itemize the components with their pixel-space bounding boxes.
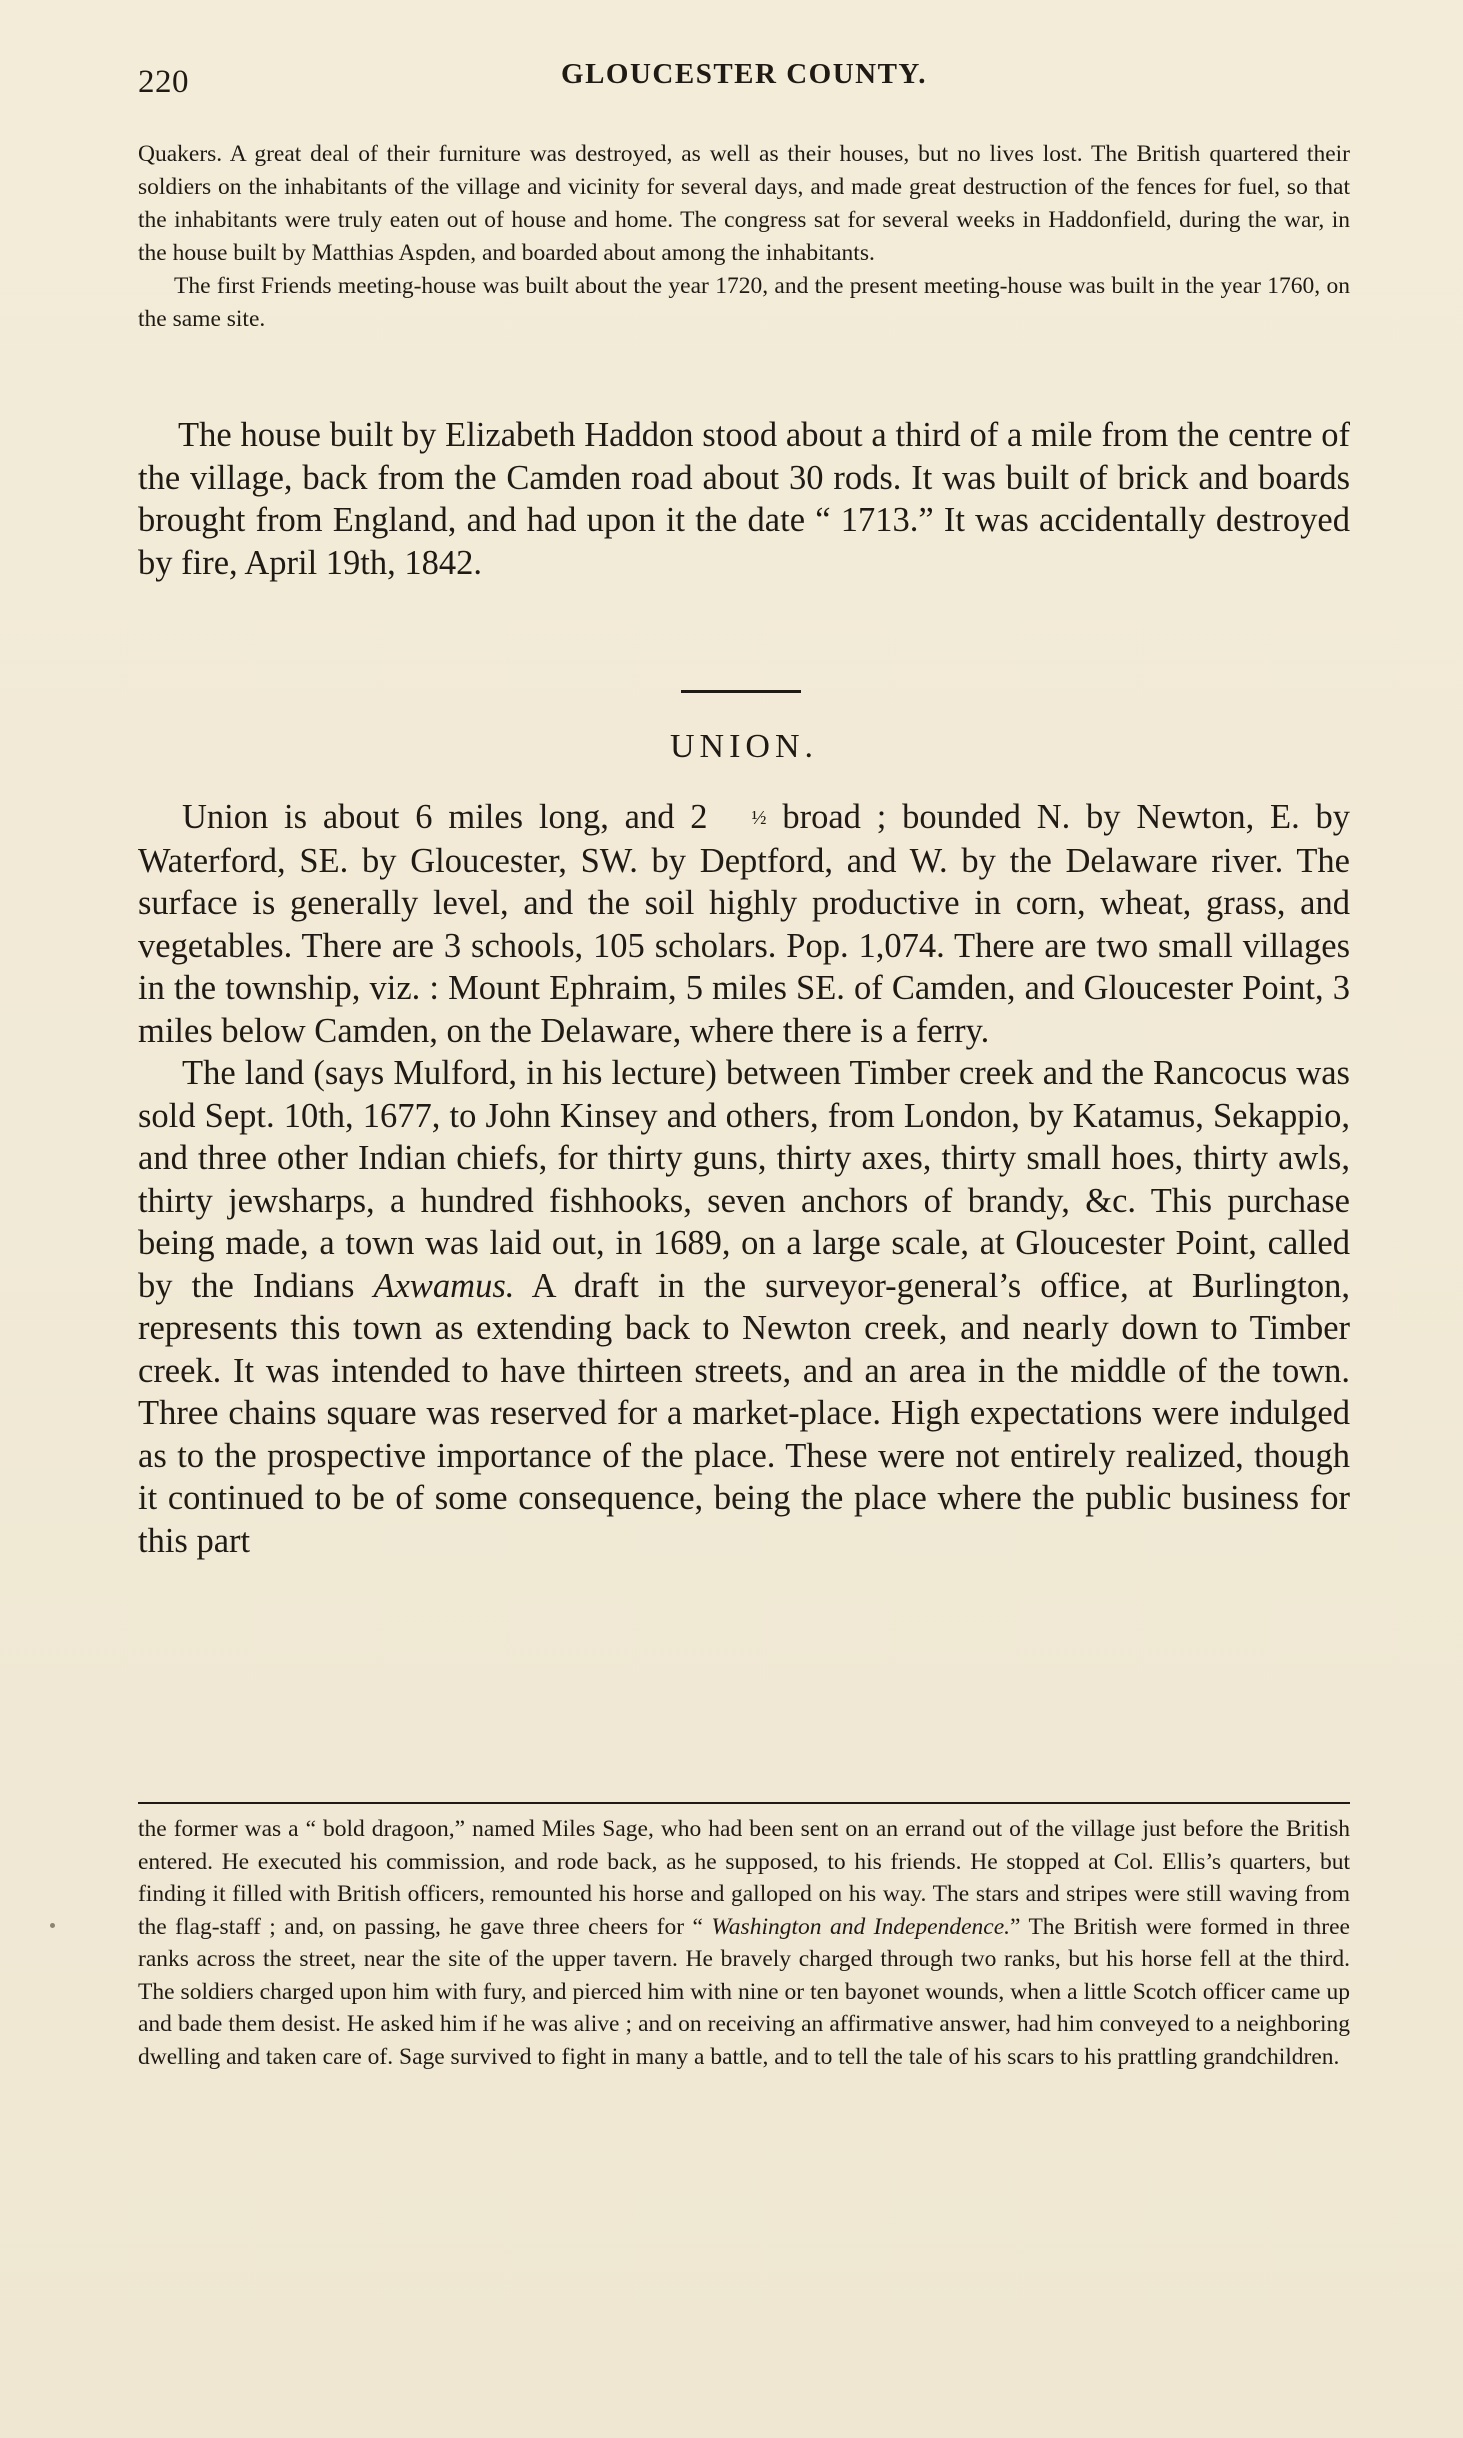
fraction-half: ½ <box>751 807 767 829</box>
paragraph-union-description <box>138 796 1350 1052</box>
union-text-rest: broad ; bounded N. by Newton, E. by Waterford, SE. by Gloucester, SW. by Deptford, and W. by the Delaware river. The surface is generally level, and the soil highly productive in corn, wheat, grass, and vegetables. There are 3 schools, 105 scholars. Pop. 1,074. There are two small villages in the township, viz. : Mount Ephraim, 5 miles SE. of Camden, and Gloucester Point, 3 miles below Camden, on the Delaware, where there is a ferry. <box>138 798 1350 1050</box>
small-text-block <box>138 138 1350 336</box>
paragraph-meeting-house: The first Friends meeting-house was built about the year 1720, and the present meeting-house was built in the year 1760, on the same site. <box>138 273 1350 332</box>
paragraph-quakers: Quakers. A great deal of their furniture was destroyed, as well as their houses, but no lives lost. The British quartered their soldiers on the inhabitants of the village and vicinity for several days, and made great destruction of the fences for fuel, so that the inhabitants were truly eaten out of house and home. The congress sat for several weeks in Haddonfield, during the war, in the house built by Matthias Aspden, and boarded about among the inhabitants. <box>138 141 1350 266</box>
paragraph-land-sale <box>138 1052 1350 1562</box>
paragraph-elizabeth-haddon-house: The house built by Elizabeth Haddon stood about a third of a mile from the centre of the village, back from the Camden road about 30 rods. It was built of brick and boards brought from England, and had upon it the date “ 1713.” It was accidentally destroyed by fire, April 19th, 1842. <box>138 416 1350 582</box>
indian-name-axwamus: Axwamus. <box>373 1266 515 1305</box>
footnote-text-rest: ” The British were formed in three ranks across the street, near the site of the upper tavern. He bravely charged through two ranks, but his horse fell at the third. The soldiers charged upon him with fury, and pierced him with nine or ten bayonet wounds, when a little Scotch officer came up and bade them desist. He asked him if he was alive ; and on receiving an affirmative answer, had him conveyed to a neighboring dwelling and taken care of. Sage survived to fight in many a battle, and to tell the tale of his scars to his prattling grandchildren. <box>138 1913 1350 2070</box>
page-number: 220 <box>138 64 189 100</box>
footnote-text-start: the former was a “ bold dragoon,” named Miles Sage, who had been sent on an errand out of the village just before the British entered. He executed his commission, and rode back, as he supposed, to his friends. He stopped at Col. Ellis’s quarters, but finding it filled with British officers, remounted his horse and galloped on his way. The stars and stripes were still waving from the flag-staff ; and, on passing, he gave three cheers for “ <box>138 1816 1350 1940</box>
footnote-paragraph <box>138 1813 1350 2073</box>
land-sale-text-start: The land (says Mulford, in his lecture) between Timber creek and the Rancocus was sold Sept. 10th, 1677, to John Kinsey and others, from London, by Katamus, Sekappio, and three other Indian chiefs, for thirty guns, thirty axes, thirty small hoes, thirty awls, thirty jewsharps, a hundred fishhooks, seven anchors of brandy, &c. This purchase being made, a town was laid out, in 1689, on a large scale, at Gloucester Point, called by the Indians <box>138 1054 1350 1305</box>
section-divider <box>681 690 801 693</box>
union-section-body <box>138 796 1350 1562</box>
footnote <box>138 1813 1350 2073</box>
running-title: GLOUCESTER COUNTY. <box>561 58 927 90</box>
footnote-italic-cheer: Washington and Independence. <box>711 1913 1010 1940</box>
union-text-start: Union is about 6 miles long, and 2 <box>182 798 708 836</box>
margin-speck <box>50 1923 55 1928</box>
footnote-divider <box>138 1802 1350 1804</box>
running-head <box>138 58 1350 108</box>
land-sale-text-rest: A draft in the surveyor-general’s office, at Burlington, represents this town as extending back to Newton creek, and nearly down to Timber creek. It was intended to have thirteen streets, and an area in the middle of the town. Three chains square was reserved for a market-place. High expectations were indulged as to the prospective importance of the place. These were not entirely realized, though it continued to be of some consequence, being the place where the public business for this part <box>138 1266 1350 1560</box>
section-heading: UNION. <box>669 728 819 765</box>
